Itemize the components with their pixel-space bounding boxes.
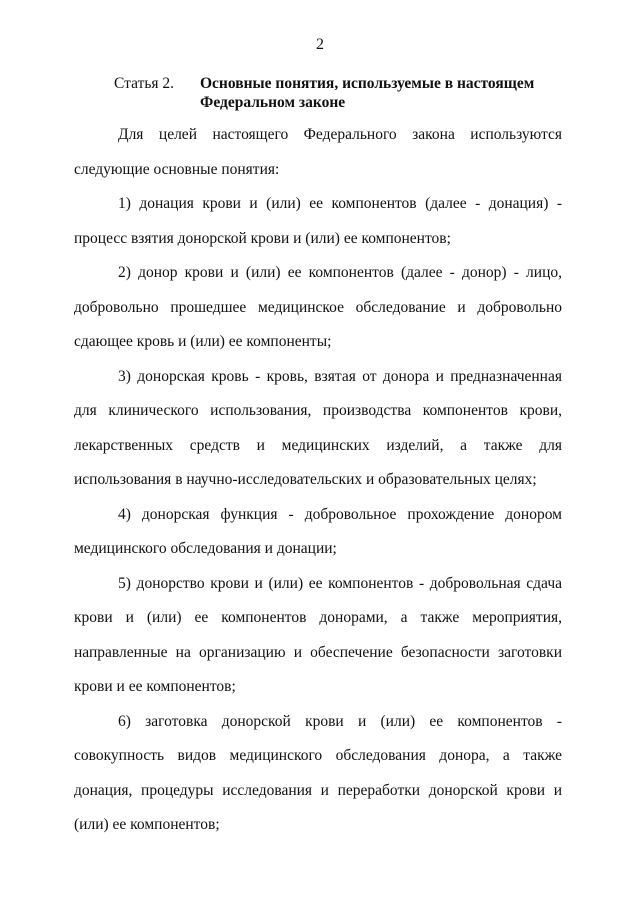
paragraph-definition-3: 3) донорская кровь - кровь, взятая от донора и предназначенная для клинического использования, производства компонентов крови, лекарственных средств и медицинских изделий, а также для использования в научно-исследовательских и образовательных целях; <box>74 367 562 488</box>
paragraph-definition-1: 1) донация крови и (или) ее компонентов (далее - донация) - процесс взятия донорской крови и (или) ее компонентов; <box>74 195 562 247</box>
paragraph-intro: Для целей настоящего Федерального закона используются следующие основные понятия: <box>74 126 562 178</box>
paragraph-definition-5: 5) донорство крови и (или) ее компонентов - добровольная сдача крови и (или) ее компонентов донорами, а также мероприятия, направленные на организацию и обеспечение безопасности заготовки крови и ее компонентов; <box>74 574 562 695</box>
paragraph-definition-4: 4) донорская функция - добровольное прохождение донором медицинского обследования и донации; <box>74 505 562 557</box>
article-title: Основные понятия, используемые в настоящем Федеральном законе <box>200 75 535 111</box>
paragraph-definition-2: 2) донор крови и (или) ее компонентов (далее - донор) - лицо, добровольно прошедшее медицинское обследование и добровольно сдающее кровь и (или) ее компоненты; <box>74 264 562 350</box>
page-number: 2 <box>316 36 324 53</box>
article-label: Статья 2. <box>114 75 175 92</box>
article-heading <box>114 74 584 112</box>
article-body <box>74 118 562 843</box>
paragraph-definition-6: 6) заготовка донорской крови и (или) ее компонентов - совокупность видов медицинского обследования донора, а также донация, процедуры исследования и переработки донорской крови и (или) ее компонентов; <box>74 712 562 833</box>
